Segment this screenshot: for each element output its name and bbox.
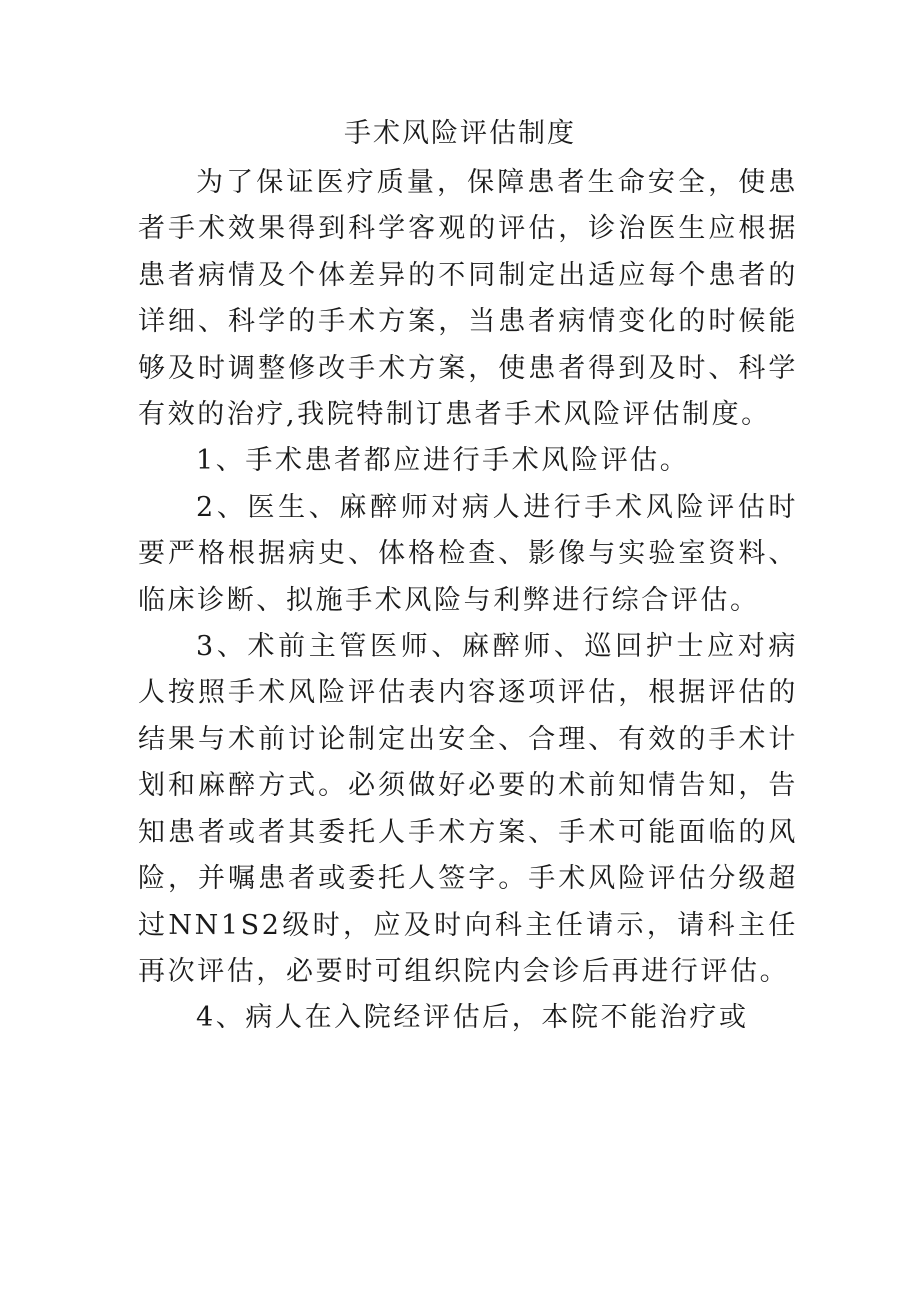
rule-paragraph-1: 1、手术患者都应进行手术风险评估。: [196, 445, 690, 477]
rule-paragraph-4: 4、病人在入院经评估后，本院不能治疗或: [196, 1002, 749, 1034]
rule-paragraph-2: 2、医生、麻醉师对病人进行手术风险评估时要严格根据病史、体格检查、影像与实验室资料、临床诊断、拟施手术风险与利弊进行综合评估。: [138, 491, 798, 616]
document-body: [138, 160, 798, 1042]
intro-paragraph: 为了保证医疗质量，保障患者生命安全，使患者手术效果得到科学客观的评估，诊治医生应根据患者病情及个体差异的不同制定出适应每个患者的详细、科学的手术方案，当患者病情变化的时候能够及时调整修改手术方案，使患者得到及时、科学有效的治疗,我院特制订患者手术风险评估制度。: [138, 167, 798, 431]
rule-paragraph-3: 3、术前主管医师、麻醉师、巡回护士应对病人按照手术风险评估表内容逐项评估，根据评估的结果与术前讨论制定出安全、合理、有效的手术计划和麻醉方式。必须做好必要的术前知情告知，告知患者或者其委托人手术方案、手术可能面临的风险，并嘱患者或委托人签字。手术风险评估分级超过NN1S2级时，应及时向科主任请示，请科主任再次评估，必要时可组织院内会诊后再进行评估。: [138, 631, 798, 987]
document-title: 手术风险评估制度: [344, 118, 576, 149]
